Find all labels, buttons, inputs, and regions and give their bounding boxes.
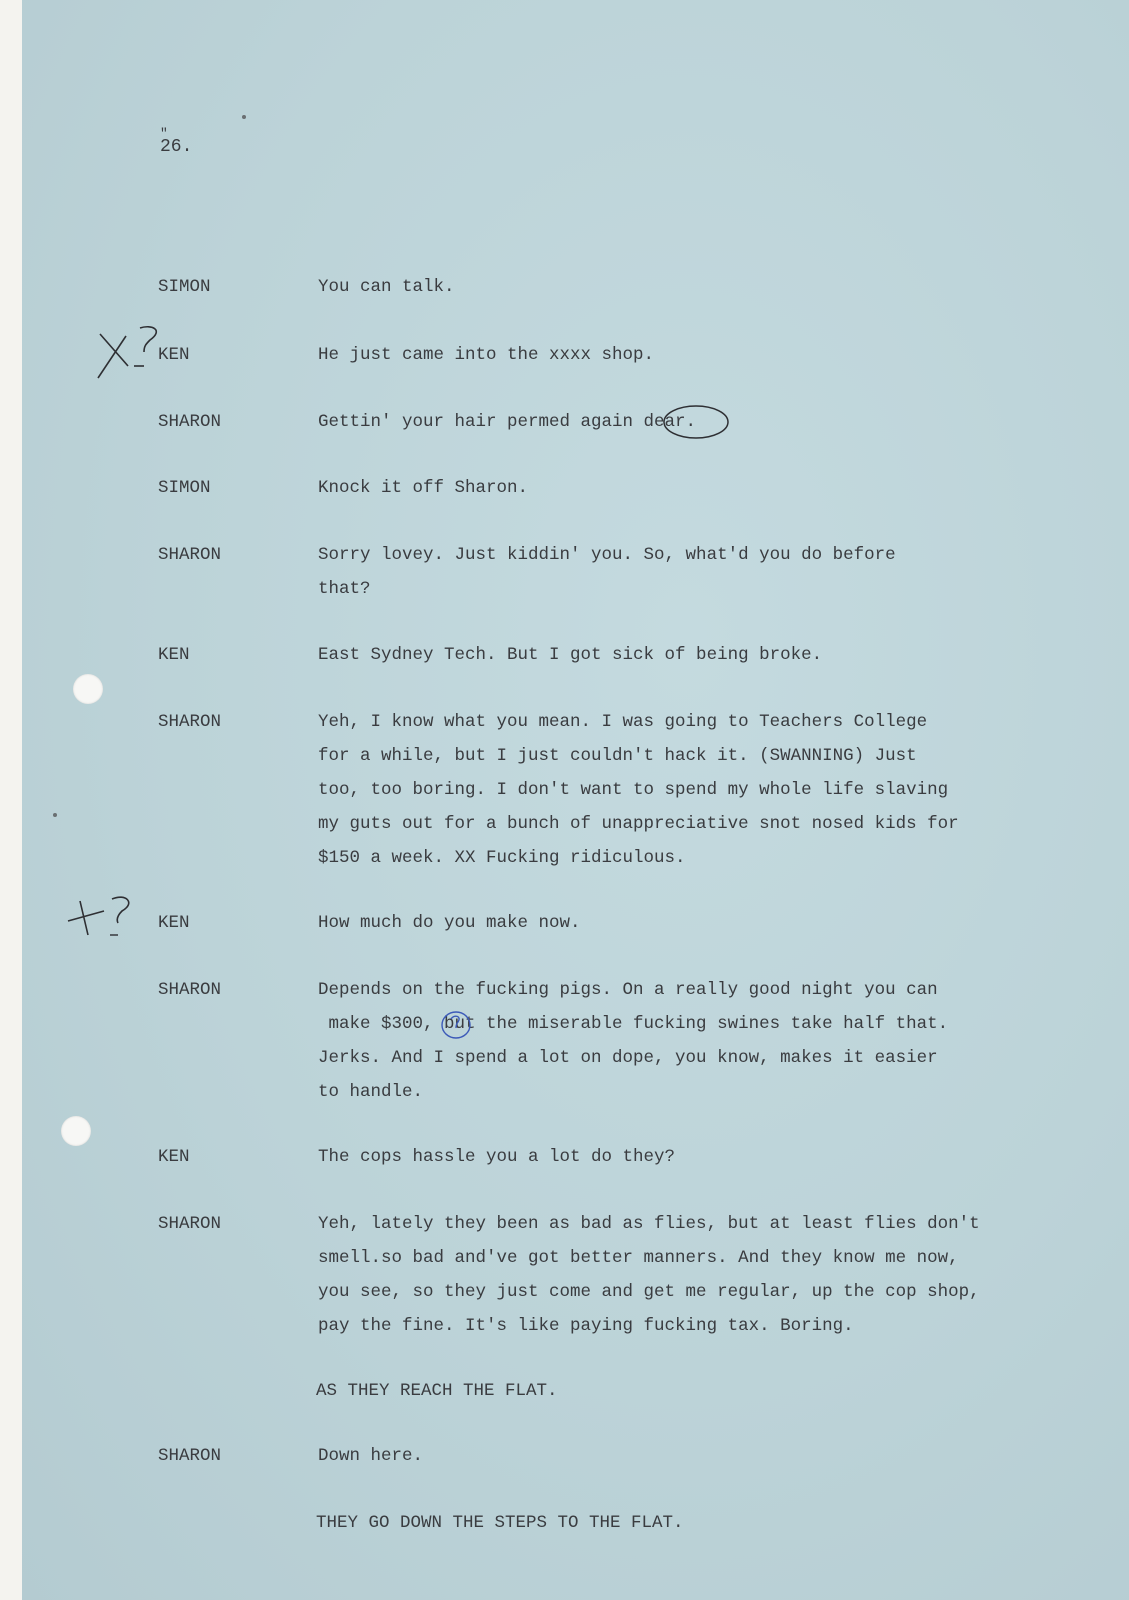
dialogue-line: my guts out for a bunch of unappreciative snot nosed kids for bbox=[318, 814, 959, 834]
speaker-name: KEN bbox=[158, 1147, 190, 1167]
dialogue-line: $150 a week. XX Fucking ridiculous. bbox=[318, 848, 686, 868]
dialogue-line: Yeh, I know what you mean. I was going to Teachers College bbox=[318, 712, 928, 732]
page-number: 26. bbox=[160, 137, 193, 157]
speaker-name: SHARON bbox=[158, 980, 222, 1000]
dialogue-line: Depends on the fucking pigs. On a really good night you can bbox=[318, 980, 938, 1000]
dialogue-line: You can talk. bbox=[318, 277, 455, 297]
handwritten-x-mark-2 bbox=[64, 893, 144, 949]
speaker-name: SHARON bbox=[158, 412, 222, 432]
dialogue-line: Sorry lovey. Just kiddin' you. So, what'd you do before bbox=[318, 545, 896, 565]
script-page bbox=[22, 0, 1129, 1600]
dialogue-line: you see, so they just come and get me regular, up the cop shop, bbox=[318, 1282, 980, 1302]
dialogue-line: for a while, but I just couldn't hack it. (SWANNING) Just bbox=[318, 746, 917, 766]
speaker-name: SHARON bbox=[158, 545, 222, 565]
dialogue-line: that? bbox=[318, 579, 371, 599]
speaker-name: KEN bbox=[158, 345, 190, 365]
ink-speck bbox=[242, 115, 246, 119]
handwritten-x-mark-1 bbox=[92, 322, 172, 384]
dialogue-line: Yeh, lately they been as bad as flies, but at least flies don't bbox=[318, 1214, 980, 1234]
dialogue-line: smell.so bad and've got better manners. And they know me now, bbox=[318, 1248, 959, 1268]
dialogue-line: How much do you make now. bbox=[318, 913, 581, 933]
dialogue-line: Gettin' your hair permed again dear. bbox=[318, 412, 697, 432]
dialogue-line: Jerks. And I spend a lot on dope, you know, makes it easier bbox=[318, 1048, 938, 1068]
punch-hole-bottom bbox=[61, 1116, 91, 1146]
dialogue-line: Knock it off Sharon. bbox=[318, 478, 529, 498]
speaker-name: SHARON bbox=[158, 1446, 222, 1466]
speaker-name: SHARON bbox=[158, 712, 222, 732]
dialogue-line: He just came into the xxxx shop. bbox=[318, 345, 655, 365]
speaker-name: SIMON bbox=[158, 478, 211, 498]
dialogue-line: to handle. bbox=[318, 1082, 424, 1102]
dialogue-line: East Sydney Tech. But I got sick of being broke. bbox=[318, 645, 823, 665]
speaker-name: SIMON bbox=[158, 277, 211, 297]
blue-circled-question-mark bbox=[436, 1008, 476, 1044]
dialogue-line: make $300, but the miserable fucking swines take half that. bbox=[318, 1014, 949, 1034]
ink-speck bbox=[53, 813, 57, 817]
speaker-name: KEN bbox=[158, 913, 190, 933]
dialogue-line: Down here. bbox=[318, 1446, 424, 1466]
speaker-name: SHARON bbox=[158, 1214, 222, 1234]
page-number-annotation: " bbox=[160, 126, 168, 141]
dialogue-line: too, too boring. I don't want to spend my whole life slaving bbox=[318, 780, 949, 800]
dialogue-line: pay the fine. It's like paying fucking tax. Boring. bbox=[318, 1316, 854, 1336]
dialogue-line: The cops hassle you a lot do they? bbox=[318, 1147, 676, 1167]
stage-direction: THEY GO DOWN THE STEPS TO THE FLAT. bbox=[316, 1513, 684, 1533]
circle-around-dear bbox=[660, 400, 732, 446]
punch-hole-top bbox=[73, 674, 103, 704]
stage-direction: AS THEY REACH THE FLAT. bbox=[316, 1381, 558, 1401]
speaker-name: KEN bbox=[158, 645, 190, 665]
